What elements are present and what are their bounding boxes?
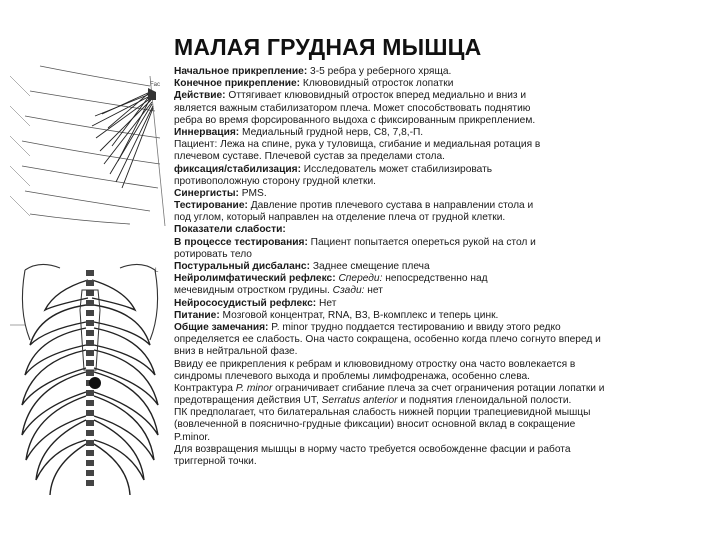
text-line [174, 444, 714, 456]
text-segment: непосредственно над [382, 273, 488, 285]
text-label: Нейролимфатический рефлекс: [174, 273, 336, 285]
figure-label: Fac [150, 82, 161, 88]
text-line [174, 346, 714, 358]
text-line [174, 419, 714, 431]
text-segment: под углом, который направлен на отделение плеча от грудной клетки. [174, 212, 506, 224]
text-segment: Заднее смещение плеча [310, 261, 430, 272]
text-segment: и поднятия гленоидальной полости. [397, 395, 572, 407]
text-label: Конечное прикрепление: [174, 78, 301, 90]
text-segment: Контрактура [174, 382, 236, 394]
text-label: Начальное прикрепление: [174, 66, 308, 77]
text-segment: P.minor. [174, 431, 211, 443]
text-segment: Клювовидный отросток лопатки [300, 78, 454, 90]
text-label: В процессе тестирования: [174, 236, 308, 248]
text-line [174, 200, 714, 212]
text-line [174, 188, 714, 200]
text-line [174, 78, 714, 90]
text-line [174, 310, 714, 322]
text-segment: 3-5 ребра у реберного хряща. [307, 66, 452, 77]
text-label: Общие замечания: [174, 321, 269, 333]
text-segment: Давление против плечевого сустава в направлении стола и [247, 200, 534, 212]
text-label: Иннервация: [174, 126, 240, 138]
text-line [174, 139, 714, 151]
text-label: Действие: [174, 90, 226, 102]
text-segment: Исследователь может стабилизировать [300, 163, 493, 175]
text-line [174, 224, 714, 236]
text-segment: P. minor трудно поддается тестированию и ввиду этого редко [268, 321, 561, 333]
text-segment: (вовлеченной в пояснично-грудные фиксации) вносит основной вклад в сокращение [174, 419, 576, 431]
text-segment: Нет [316, 297, 337, 309]
text-segment: Serratus anterior [321, 395, 398, 407]
text-line [174, 273, 714, 285]
text-segment: Сзади: [332, 285, 365, 297]
text-line [174, 127, 714, 139]
text-line [174, 371, 714, 383]
text-line [174, 237, 714, 249]
text-line [174, 285, 714, 297]
text-label: Нейрососудистый рефлекс: [174, 297, 317, 309]
text-segment: триггерной точки. [174, 456, 257, 467]
text-segment: Оттягивает клювовидный отросток вперед медиально и вниз и [225, 90, 527, 102]
text-segment: ПК предполагает, что билатеральная слабость нижней порции трапециевидной мышцы [174, 407, 591, 419]
text-line [174, 115, 714, 127]
text-segment: плечевом суставе. Плечевой сустав за пределами стола. [174, 151, 445, 163]
text-segment: Пациент: Лежа на спине, рука у туловища, сгибание и медиальная ротация в [174, 139, 541, 151]
figure-label: L [155, 268, 159, 274]
text-segment: Для возвращения мышцы в норму часто требуется освобожденне фасции и работа [174, 443, 571, 455]
text-line [174, 249, 714, 261]
text-line [174, 176, 714, 188]
text-segment: Спереди: [338, 273, 383, 285]
text-segment: Медиальный грудной нерв, С8, 7,8,-П. [239, 126, 424, 138]
text-label: Питание: [174, 309, 220, 321]
text-label: Показатели слабости: [174, 224, 286, 236]
text-line [174, 359, 714, 371]
text-segment: Пациент попытается опереться рукой на стол и [307, 236, 536, 248]
text-line [174, 164, 714, 176]
text-segment: мечевидным отростком грудины. [174, 285, 333, 297]
text-segment: ротировать тело [174, 248, 252, 260]
text-line [174, 261, 714, 273]
text-line [174, 298, 714, 310]
text-line [174, 322, 714, 334]
rib-cage-illustration [0, 250, 180, 540]
reflex-point-marker [89, 377, 101, 389]
text-segment: Мозговой концентрат, RNA, B3, В-комплекс и теперь цинк. [219, 309, 499, 321]
text-line [174, 90, 714, 102]
text-label: Тестирование: [174, 200, 248, 212]
text-line [174, 151, 714, 163]
pectoralis-minor-illustration [0, 56, 172, 226]
text-label: фиксация/стабилизация: [174, 163, 301, 175]
text-segment: ограничивает сгибание плеча за счет ограничения ротации лопатки и [272, 382, 605, 394]
text-line [174, 103, 714, 115]
text-line [174, 407, 714, 419]
text-label: Синергисты: [174, 187, 239, 199]
text-segment: предотвращения действия UT, [174, 395, 322, 407]
text-line [174, 334, 714, 346]
text-line [174, 383, 714, 395]
description-text [174, 66, 714, 468]
text-segment: определяется ее слабость. Она часто сокращена, особенно когда плечо согнуто вперед и [174, 334, 601, 346]
text-segment: синдромы плечевого выхода и проблемы лимфодренажа, особенно слева. [174, 370, 531, 382]
text-line [174, 66, 714, 78]
text-segment: вниз в нейтральной фазе. [174, 346, 298, 358]
text-label: Постуральный дисбаланс: [174, 261, 310, 272]
text-line [174, 456, 714, 468]
text-line [174, 395, 714, 407]
text-segment: нет [364, 285, 383, 297]
text-segment: является важным стабилизатором плеча. Может способствовать поднятию [174, 102, 531, 114]
text-segment: P. minor [235, 382, 273, 394]
page-title: МАЛАЯ ГРУДНАЯ МЫШЦА [174, 34, 482, 60]
text-segment: Ввиду ее прикрепления к ребрам и клювовидному отростку она часто вовлекается в [174, 358, 576, 370]
text-line [174, 212, 714, 224]
text-segment: противоположную сторону грудной клетки. [174, 175, 376, 187]
text-line [174, 432, 714, 444]
text-segment: ребра во время форсированного выдоха с фиксированным прикреплением. [174, 114, 536, 126]
text-segment: PMS. [238, 187, 267, 199]
